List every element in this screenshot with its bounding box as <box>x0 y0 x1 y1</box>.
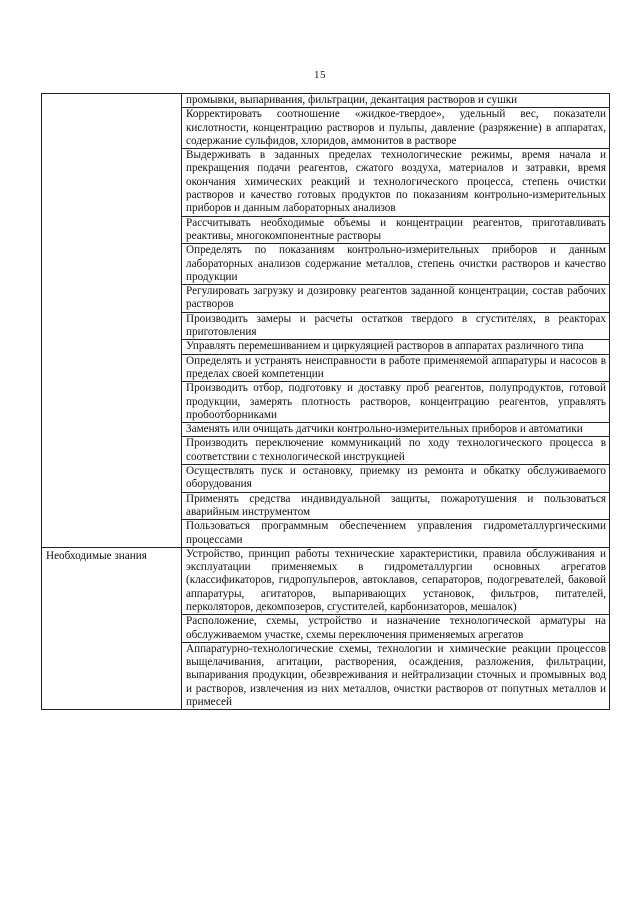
table-cell: Выдерживать в заданных пределах технологические режимы, время начала и прекращения подачи реагентов, сжатого воздуха, материалов и затравки, время окончания химических реакций и технологического процесса, степень очистки растворов и качество готовых продуктов по показаниям контрольно-измерительных приборов и данным лабораторных анализов <box>182 149 610 216</box>
knowledge-label: Необходимые знания <box>46 549 147 562</box>
table-row <box>42 547 610 614</box>
table-cell: Заменять или очищать датчики контрольно-измерительных приборов и автоматики <box>182 423 610 437</box>
table-cell: Производить отбор, подготовку и доставку проб реагентов, полупродуктов, готовой продукции, замерять плотность растворов, концентрацию реагентов, управлять пробоотборниками <box>182 382 610 423</box>
table-cell: Пользоваться программным обеспечением управления гидрометаллургическими процессами <box>182 520 610 548</box>
table-cell: Определять и устранять неисправности в работе применяемой аппаратуры и насосов в пределах своей компетенции <box>182 354 610 382</box>
page-number: 15 <box>314 69 326 81</box>
table-row <box>42 94 610 108</box>
table-cell: Производить замеры и расчеты остатков твердого в сгустителях, в реакторах приготовления <box>182 312 610 340</box>
table-cell: Управлять перемешиванием и циркуляцией растворов в аппаратах различного типа <box>182 340 610 354</box>
skills-label-cell <box>42 94 182 548</box>
knowledge-label-cell <box>42 547 182 710</box>
table-cell: промывки, выпаривания, фильтрации, декантация растворов и сушки <box>182 94 610 108</box>
competency-table <box>41 93 610 710</box>
table-cell: Аппаратурно-технологические схемы, технологии и химические реакции процессов выщелачивания, агитации, растворения, осаждения, разложения, фильтрации, выпаривания продукции, обезвреживания и нейтрализации сточных и промывных вод и растворов, извлечения из них металлов, очистки растворов от попутных металлов и примесей <box>182 642 610 709</box>
table-cell: Определять по показаниям контрольно-измерительных приборов и данным лабораторных анализов содержание металлов, степень очистки растворов и качество продукции <box>182 244 610 285</box>
table-cell: Осуществлять пуск и остановку, приемку из ремонта и обкатку обслуживаемого оборудования <box>182 465 610 493</box>
table-cell: Рассчитывать необходимые объемы и концентрации реагентов, приготавливать реактивы, многокомпонентные растворы <box>182 216 610 244</box>
table-cell: Применять средства индивидуальной защиты, пожаротушения и пользоваться аварийным инструментом <box>182 492 610 520</box>
table-cell: Расположение, схемы, устройство и назначение технологической арматуры на обслуживаемом участке, схемы переключения применяемых агрегатов <box>182 615 610 643</box>
table-cell: Корректировать соотношение «жидкое-твердое», удельный вес, показатели кислотности, концентрацию растворов и пульпы, давление (разряжение) в аппаратах, содержание сульфидов, хлоридов, аммонитов в растворе <box>182 108 610 149</box>
table-cell: Регулировать загрузку и дозировку реагентов заданной концентрации, состав рабочих растворов <box>182 285 610 313</box>
table-cell: Устройство, принцип работы технические характеристики, правила обслуживания и эксплуатации применяемых в гидрометаллургии основных агрегатов (классификаторов, гидропульперов, автоклавов, сепараторов, подогревателей, баковой аппаратуры, агитаторов, выпаривающих установок, фильтров, питателей, перколяторов, декомпозеров, сгустителей, карбонизаторов, мешалок) <box>182 547 610 614</box>
table-cell: Производить переключение коммуникаций по ходу технологического процесса в соответствии с технологической инструкцией <box>182 437 610 465</box>
